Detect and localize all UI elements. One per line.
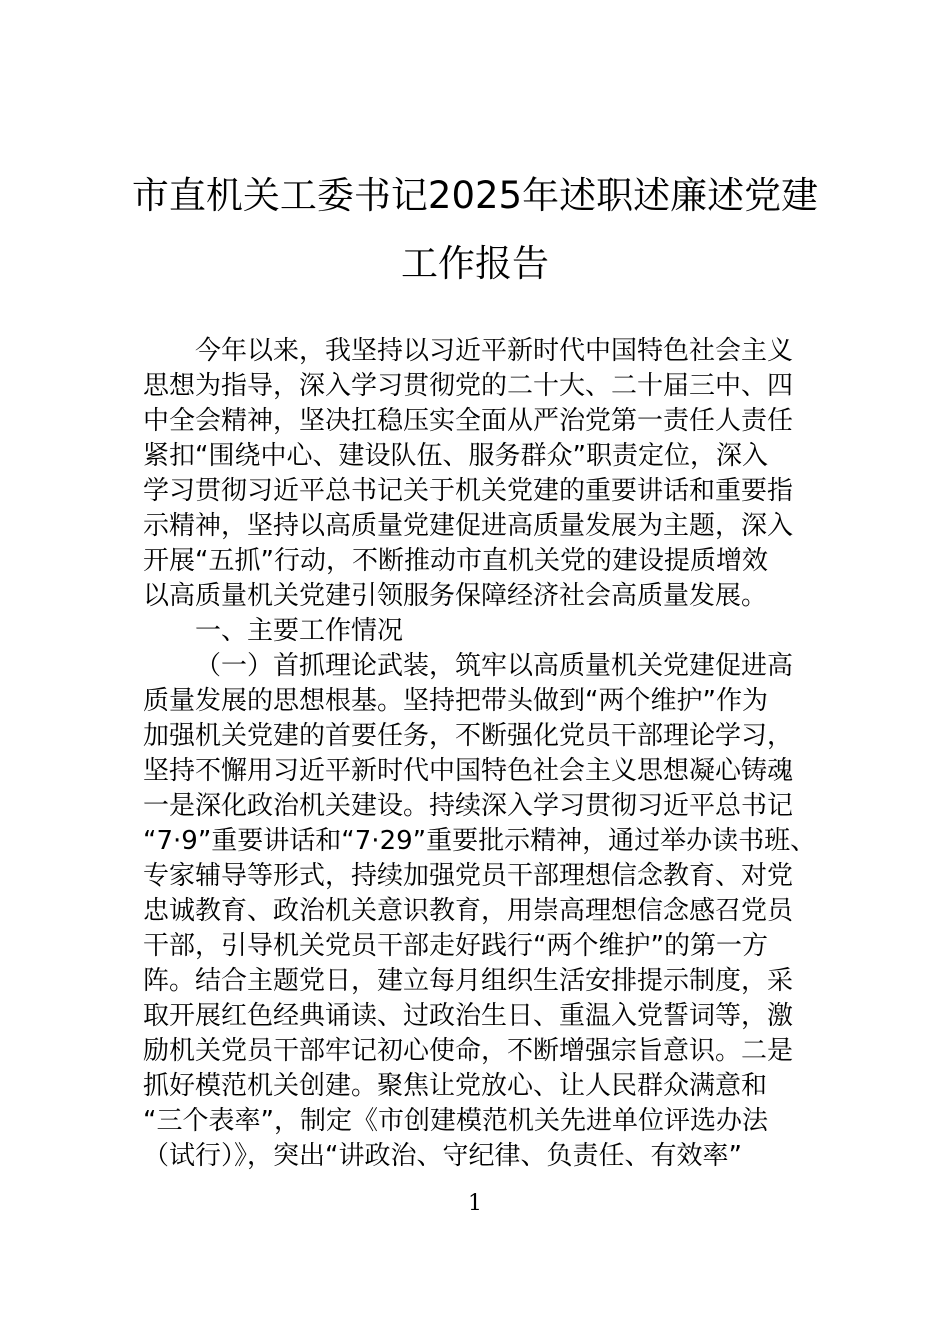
paragraph-line: 阵。结合主题党日，建立每月组织生活安排提示制度，采 xyxy=(143,966,794,996)
paragraph-line: 加强机关党建的首要任务，不断强化党员干部理论学习， xyxy=(143,721,794,751)
paragraph-line: 开展“五抓”行动，不断推动市直机关党的建设提质增效 xyxy=(143,546,768,576)
paragraph-line: 专家辅导等形式，持续加强党员干部理想信念教育、对党 xyxy=(143,861,794,891)
paragraph-line: 中全会精神，坚决扛稳压实全面从严治党第一责任人责任 xyxy=(143,406,794,436)
paragraph-line: 干部，引导机关党员干部走好践行“两个维护”的第一方 xyxy=(143,931,768,961)
paragraph-line: 质量发展的思想根基。坚持把带头做到“两个维护”作为 xyxy=(143,686,768,716)
paragraph-line: 示精神，坚持以高质量党建促进高质量发展为主题，深入 xyxy=(143,511,794,541)
paragraph-line: （试行）》，突出“讲政治、守纪律、负责任、有效率” xyxy=(143,1141,742,1171)
section-heading: 一、主要工作情况 xyxy=(195,616,404,646)
paragraph-line: 紧扣“围绕中心、建设队伍、服务群众”职责定位，深入 xyxy=(143,441,768,471)
paragraph-line: 一是深化政治机关建设。持续深入学习贯彻习近平总书记 xyxy=(143,791,794,821)
paragraph-line: “三个表率”，制定《市创建模范机关先进单位评选办法 xyxy=(143,1106,768,1136)
paragraph-line: 抓好模范机关创建。聚焦让党放心、让人民群众满意和 xyxy=(143,1071,768,1101)
paragraph-line: （一）首抓理论武装，筑牢以高质量机关党建促进高 xyxy=(195,651,794,681)
paragraph-line: 今年以来，我坚持以习近平新时代中国特色社会主义 xyxy=(195,336,794,366)
paragraph-line: 学习贯彻习近平总书记关于机关党建的重要讲话和重要指 xyxy=(143,476,794,506)
paragraph-line: 以高质量机关党建引领服务保障经济社会高质量发展。 xyxy=(143,581,768,611)
paragraph-line: 坚持不懈用习近平新时代中国特色社会主义思想凝心铸魂 xyxy=(143,756,794,786)
document-body xyxy=(143,334,823,1174)
document-title-line-1: 市直机关工委书记2025年述职述廉述党建 xyxy=(131,174,819,217)
paragraph-line: “7·9”重要讲话和“7·29”重要批示精神，通过举办读书班、 xyxy=(143,826,817,856)
paragraph-line: 思想为指导，深入学习贯彻党的二十大、二十届三中、四 xyxy=(143,371,794,401)
page-number: 1 xyxy=(468,1191,482,1216)
paragraph-line: 励机关党员干部牢记初心使命，不断增强宗旨意识。二是 xyxy=(143,1036,794,1066)
paragraph-line: 忠诚教育、政治机关意识教育，用崇高理想信念感召党员 xyxy=(143,896,794,926)
document-title-line-2: 工作报告 xyxy=(401,242,549,285)
paragraph-line: 取开展红色经典诵读、过政治生日、重温入党誓词等，激 xyxy=(143,1001,794,1031)
